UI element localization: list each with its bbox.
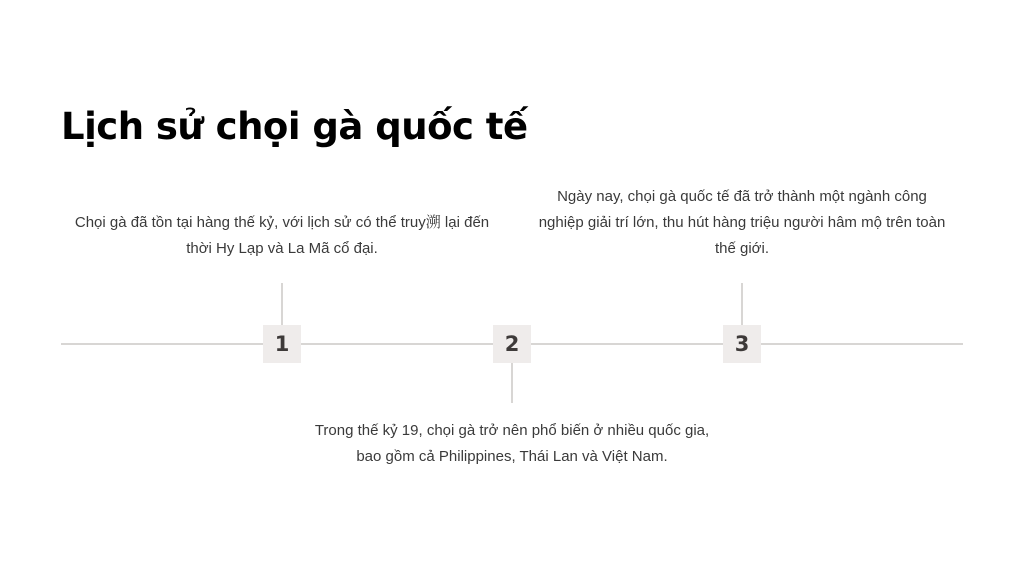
slide-title: Lịch sử chọi gà quốc tế: [61, 105, 528, 148]
milestone-2-text: Trong thế kỷ 19, chọi gà trở nên phổ biến ở nhiều quốc gia, bao gồm cả Philippines, Thái Lan và Việt Nam.: [314, 422, 710, 465]
milestone-3-connector: [741, 283, 743, 325]
milestone-2-number: 2: [504, 332, 520, 356]
milestone-1-marker: [263, 325, 301, 363]
milestone-1-text: Chọi gà đã tồn tại hàng thế kỷ, với lịch sử có thể truy溯 lại đến thời Hy Lạp và La Mã cổ đại.: [74, 214, 490, 257]
milestone-1-connector: [281, 283, 283, 325]
milestone-2-marker: [493, 325, 531, 363]
milestone-3-number: 3: [734, 332, 750, 356]
milestone-1-number: 1: [274, 332, 290, 356]
milestone-3-text: Ngày nay, chọi gà quốc tế đã trở thành một ngành công nghiệp giải trí lớn, thu hút hàng triệu người hâm mộ trên toàn thế giới.: [538, 188, 946, 257]
milestone-2-connector: [511, 363, 513, 403]
milestone-3-marker: [723, 325, 761, 363]
